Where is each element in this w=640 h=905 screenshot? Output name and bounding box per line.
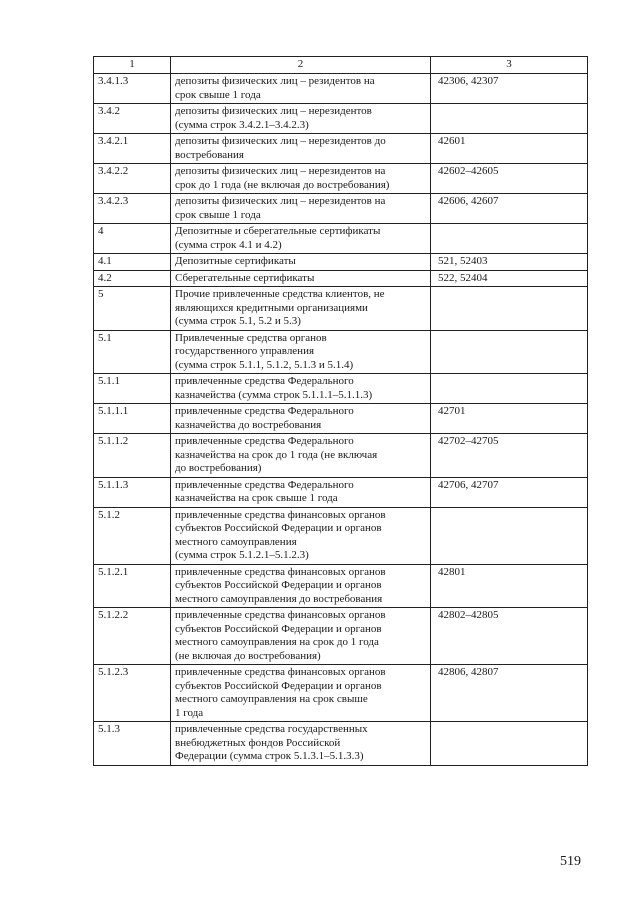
row-description: привлеченные средства государственных внебюджетных фондов Российской Федерации (сумма строк 5.1.3.1–5.1.3.3) (171, 722, 431, 766)
row-accounts: 42702–42705 (431, 434, 588, 478)
row-description: Прочие привлеченные средства клиентов, не являющихся кредитными организациями (сумма строк 5.1, 5.2 и 5.3) (171, 287, 431, 331)
row-code: 4.2 (94, 270, 171, 287)
row-description: привлеченные средства финансовых органов субъектов Российской Федерации и органов местного самоуправления (сумма строк 5.1.2.1–5.1.2.3) (171, 507, 431, 564)
row-description: депозиты физических лиц – нерезидентов на срок свыше 1 года (171, 194, 431, 224)
table-body (94, 74, 588, 766)
accounts-table (93, 56, 588, 766)
row-description: Депозитные и сберегательные сертификаты (сумма строк 4.1 и 4.2) (171, 224, 431, 254)
table-row (94, 374, 588, 404)
row-accounts: 522, 52404 (431, 270, 588, 287)
table-row (94, 164, 588, 194)
row-accounts: 42806, 42807 (431, 665, 588, 722)
row-accounts: 42306, 42307 (431, 74, 588, 104)
row-description: привлеченные средства финансовых органов субъектов Российской Федерации и органов местного самоуправления на срок свыше 1 года (171, 665, 431, 722)
row-code: 5.1.1.1 (94, 404, 171, 434)
row-code: 3.4.2.1 (94, 134, 171, 164)
row-code: 3.4.2.3 (94, 194, 171, 224)
table-row (94, 254, 588, 271)
row-description: Сберегательные сертификаты (171, 270, 431, 287)
row-accounts (431, 224, 588, 254)
row-code: 5.1 (94, 330, 171, 374)
row-description: Привлеченные средства органов государственного управления (сумма строк 5.1.1, 5.1.2, 5.1.3 и 5.1.4) (171, 330, 431, 374)
table-row (94, 224, 588, 254)
table-row (94, 608, 588, 665)
row-code: 5.1.2 (94, 507, 171, 564)
row-accounts (431, 507, 588, 564)
table-row (94, 507, 588, 564)
row-description: депозиты физических лиц – нерезидентов до востребования (171, 134, 431, 164)
table-row (94, 104, 588, 134)
row-accounts (431, 287, 588, 331)
row-code: 4.1 (94, 254, 171, 271)
row-description: привлеченные средства Федерального казначейства на срок свыше 1 года (171, 477, 431, 507)
table-header (94, 57, 588, 74)
row-accounts: 521, 52403 (431, 254, 588, 271)
row-accounts: 42606, 42607 (431, 194, 588, 224)
row-description: привлеченные средства Федерального казначейства на срок до 1 года (не включая до востребования) (171, 434, 431, 478)
header-col-3: 3 (431, 57, 588, 74)
row-code: 5.1.2.3 (94, 665, 171, 722)
header-col-2: 2 (171, 57, 431, 74)
row-code: 3.4.2 (94, 104, 171, 134)
row-description: привлеченные средства финансовых органов субъектов Российской Федерации и органов местного самоуправления на срок до 1 года (не включая до востребования) (171, 608, 431, 665)
row-code: 5 (94, 287, 171, 331)
table-row (94, 287, 588, 331)
row-accounts (431, 330, 588, 374)
row-description: депозиты физических лиц – нерезидентов (сумма строк 3.4.2.1–3.4.2.3) (171, 104, 431, 134)
row-description: привлеченные средства финансовых органов субъектов Российской Федерации и органов местного самоуправления до востребования (171, 564, 431, 608)
row-accounts: 42601 (431, 134, 588, 164)
table-row (94, 434, 588, 478)
row-accounts: 42802–42805 (431, 608, 588, 665)
row-description: привлеченные средства Федерального казначейства до востребования (171, 404, 431, 434)
row-code: 5.1.2.1 (94, 564, 171, 608)
row-description: Депозитные сертификаты (171, 254, 431, 271)
row-accounts: 42801 (431, 564, 588, 608)
row-description: депозиты физических лиц – резидентов на срок свыше 1 года (171, 74, 431, 104)
row-description: привлеченные средства Федерального казначейства (сумма строк 5.1.1.1–5.1.1.3) (171, 374, 431, 404)
row-code: 5.1.1.3 (94, 477, 171, 507)
row-accounts: 42602–42605 (431, 164, 588, 194)
table-row (94, 404, 588, 434)
table-row (94, 194, 588, 224)
table-row (94, 564, 588, 608)
row-code: 5.1.1.2 (94, 434, 171, 478)
table-row (94, 665, 588, 722)
row-accounts: 42706, 42707 (431, 477, 588, 507)
page-number: 519 (560, 854, 581, 869)
row-code: 3.4.2.2 (94, 164, 171, 194)
table-row (94, 722, 588, 766)
table-row (94, 74, 588, 104)
row-code: 5.1.3 (94, 722, 171, 766)
table-row (94, 134, 588, 164)
row-accounts (431, 104, 588, 134)
header-row (94, 57, 588, 74)
row-accounts: 42701 (431, 404, 588, 434)
table-row (94, 477, 588, 507)
row-description: депозиты физических лиц – нерезидентов на срок до 1 года (не включая до востребования) (171, 164, 431, 194)
row-code: 5.1.1 (94, 374, 171, 404)
row-code: 4 (94, 224, 171, 254)
table-row (94, 330, 588, 374)
row-accounts (431, 722, 588, 766)
row-code: 3.4.1.3 (94, 74, 171, 104)
row-accounts (431, 374, 588, 404)
table-row (94, 270, 588, 287)
row-code: 5.1.2.2 (94, 608, 171, 665)
header-col-1: 1 (94, 57, 171, 74)
